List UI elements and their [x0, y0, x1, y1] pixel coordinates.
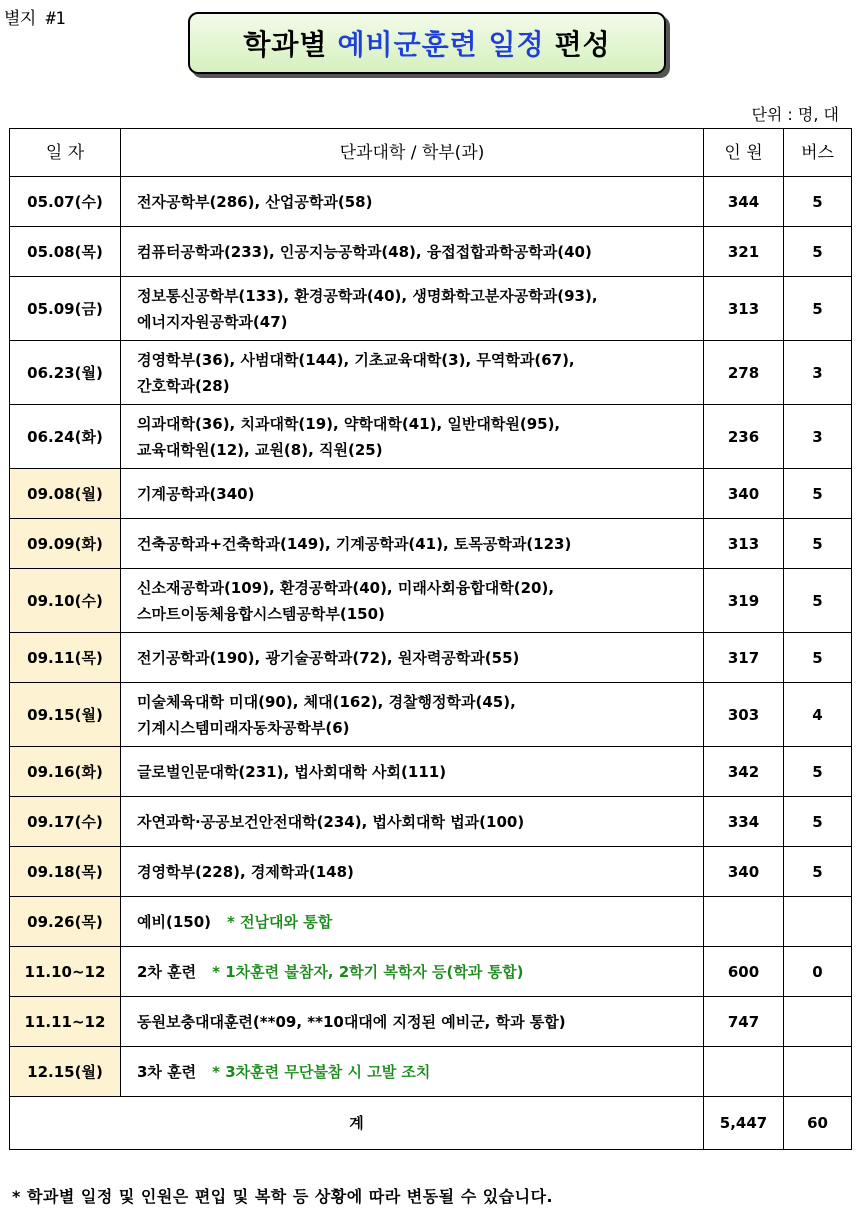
row-dept-line1: 정보통신공학부(133), 환경공학과(40), 생명화학고분자공학과(93),: [137, 286, 598, 305]
row-dept-line1: 기계공학과(340): [137, 484, 255, 503]
footnote: * 학과별 일정 및 인원은 편입 및 복학 등 상황에 따라 변동될 수 있습니다.: [12, 1187, 554, 1206]
appendix-label: 별지 #1: [4, 9, 66, 29]
row-dept: [121, 469, 704, 519]
header-date: 일 자: [10, 129, 121, 177]
row-date: 09.11(목): [10, 633, 121, 683]
row-dept: [121, 227, 704, 277]
row-dept: [121, 633, 704, 683]
row-dept: [121, 997, 704, 1047]
row-dept-line1: 미술체육대학 미대(90), 체대(162), 경찰행정학과(45),: [137, 692, 516, 711]
row-date: 09.26(목): [10, 897, 121, 947]
row-dept-line2: 간호학과(28): [137, 376, 230, 395]
row-bus: 3: [784, 341, 852, 405]
row-people: 747: [704, 997, 784, 1047]
header-people: 인 원: [704, 129, 784, 177]
row-dept-line1: 경영학부(228), 경제학과(148): [137, 862, 354, 881]
row-bus: 4: [784, 683, 852, 747]
row-date: 11.11~12: [10, 997, 121, 1047]
row-bus: [784, 997, 852, 1047]
row-date: 09.09(화): [10, 519, 121, 569]
unit-label: 단위 : 명, 대: [751, 105, 839, 124]
total-row: [10, 1097, 852, 1150]
row-people: 344: [704, 177, 784, 227]
row-bus: 3: [784, 405, 852, 469]
row-people: 278: [704, 341, 784, 405]
table-row: [10, 947, 852, 997]
row-dept: [121, 519, 704, 569]
row-dept-line1: 경영학부(36), 사범대학(144), 기초교육대학(3), 무역학과(67),: [137, 350, 575, 369]
row-people: 313: [704, 277, 784, 341]
row-people: 303: [704, 683, 784, 747]
row-bus: 5: [784, 469, 852, 519]
row-date: 05.08(목): [10, 227, 121, 277]
row-people: 317: [704, 633, 784, 683]
row-bus: 5: [784, 227, 852, 277]
row-dept-line2: 스마트이동체융합시스템공학부(150): [137, 604, 385, 623]
title-post: 편성: [554, 28, 611, 61]
row-people: 319: [704, 569, 784, 633]
row-date: 06.24(화): [10, 405, 121, 469]
row-bus: 5: [784, 797, 852, 847]
table-row: [10, 469, 852, 519]
row-dept: [121, 1047, 704, 1097]
row-dept-line1: 글로벌인문대학(231), 법사회대학 사회(111): [137, 762, 447, 781]
table-row: [10, 519, 852, 569]
row-people: 334: [704, 797, 784, 847]
row-dept: [121, 277, 704, 341]
row-date: 05.09(금): [10, 277, 121, 341]
row-people: 313: [704, 519, 784, 569]
row-people: 600: [704, 947, 784, 997]
row-date: 09.18(목): [10, 847, 121, 897]
table-row: [10, 847, 852, 897]
row-date: 09.17(수): [10, 797, 121, 847]
page-title: [188, 12, 666, 74]
row-dept: [121, 797, 704, 847]
row-dept-line1: 전자공학부(286), 산업공학과(58): [137, 192, 373, 211]
table-row: [10, 227, 852, 277]
row-dept: [121, 947, 704, 997]
table-row: [10, 569, 852, 633]
row-date: 06.23(월): [10, 341, 121, 405]
row-note: * 1차훈련 불참자, 2학기 복학자 등(학과 통합): [212, 962, 524, 981]
row-bus: 5: [784, 519, 852, 569]
table-header-row: [10, 129, 852, 177]
row-bus: 5: [784, 633, 852, 683]
row-dept: [121, 747, 704, 797]
row-date: 12.15(월): [10, 1047, 121, 1097]
row-dept-line1: 3차 훈련: [137, 1062, 197, 1081]
row-bus: [784, 1047, 852, 1097]
total-label: 계: [10, 1097, 704, 1150]
table-row: [10, 1047, 852, 1097]
row-people: 342: [704, 747, 784, 797]
row-dept-line2: 에너지자원공학과(47): [137, 312, 288, 331]
table-row: [10, 997, 852, 1047]
row-bus: 0: [784, 947, 852, 997]
row-dept-line1: 2차 훈련: [137, 962, 197, 981]
row-dept-line1: 동원보충대대훈련(**09, **10대대에 지정된 예비군, 학과 통합): [137, 1012, 566, 1031]
row-dept-line1: 자연과학·공공보건안전대학(234), 법사회대학 법과(100): [137, 812, 525, 831]
table-row: [10, 683, 852, 747]
table-row: [10, 341, 852, 405]
row-dept: [121, 897, 704, 947]
total-bus: 60: [784, 1097, 852, 1150]
row-people: 321: [704, 227, 784, 277]
row-bus: 5: [784, 177, 852, 227]
row-date: 09.08(월): [10, 469, 121, 519]
header-bus: 버스: [784, 129, 852, 177]
row-note: * 전남대와 통합: [227, 912, 333, 931]
row-people: 340: [704, 469, 784, 519]
row-dept-line1: 건축공학과+건축학과(149), 기계공학과(41), 토목공학과(123): [137, 534, 572, 553]
row-bus: [784, 897, 852, 947]
row-dept-line1: 신소재공학과(109), 환경공학과(40), 미래사회융합대학(20),: [137, 578, 555, 597]
row-dept-line1: 컴퓨터공학과(233), 인공지능공학과(48), 융접접합과학공학과(40): [137, 242, 592, 261]
row-date: 05.07(수): [10, 177, 121, 227]
schedule-table: [9, 128, 852, 1150]
row-dept: [121, 177, 704, 227]
table-row: [10, 797, 852, 847]
table-row: [10, 405, 852, 469]
row-bus: 5: [784, 569, 852, 633]
title-pre: 학과별: [243, 28, 328, 61]
row-dept-line1: 의과대학(36), 치과대학(19), 약학대학(41), 일반대학원(95),: [137, 414, 561, 433]
row-people: [704, 897, 784, 947]
table-row: [10, 747, 852, 797]
row-date: 09.15(월): [10, 683, 121, 747]
row-bus: 5: [784, 277, 852, 341]
header-dept: 단과대학 / 학부(과): [121, 129, 704, 177]
row-dept: [121, 847, 704, 897]
row-dept: [121, 569, 704, 633]
table-row: [10, 633, 852, 683]
row-dept: [121, 683, 704, 747]
row-dept-line2: 교육대학원(12), 교원(8), 직원(25): [137, 440, 383, 459]
row-bus: 5: [784, 847, 852, 897]
row-date: 09.10(수): [10, 569, 121, 633]
row-people: 236: [704, 405, 784, 469]
title-highlight: 예비군훈련 일정: [337, 28, 545, 61]
row-date: 11.10~12: [10, 947, 121, 997]
row-dept-line1: 예비(150): [137, 912, 212, 931]
row-bus: 5: [784, 747, 852, 797]
table-row: [10, 177, 852, 227]
row-dept: [121, 341, 704, 405]
row-date: 09.16(화): [10, 747, 121, 797]
row-people: [704, 1047, 784, 1097]
total-people: 5,447: [704, 1097, 784, 1150]
row-dept-line1: 전기공학과(190), 광기술공학과(72), 원자력공학과(55): [137, 648, 520, 667]
table-row: [10, 277, 852, 341]
row-note: * 3차훈련 무단불참 시 고발 조치: [212, 1062, 431, 1081]
row-dept: [121, 405, 704, 469]
row-people: 340: [704, 847, 784, 897]
row-dept-line2: 기계시스템미래자동차공학부(6): [137, 718, 350, 737]
table-row: [10, 897, 852, 947]
